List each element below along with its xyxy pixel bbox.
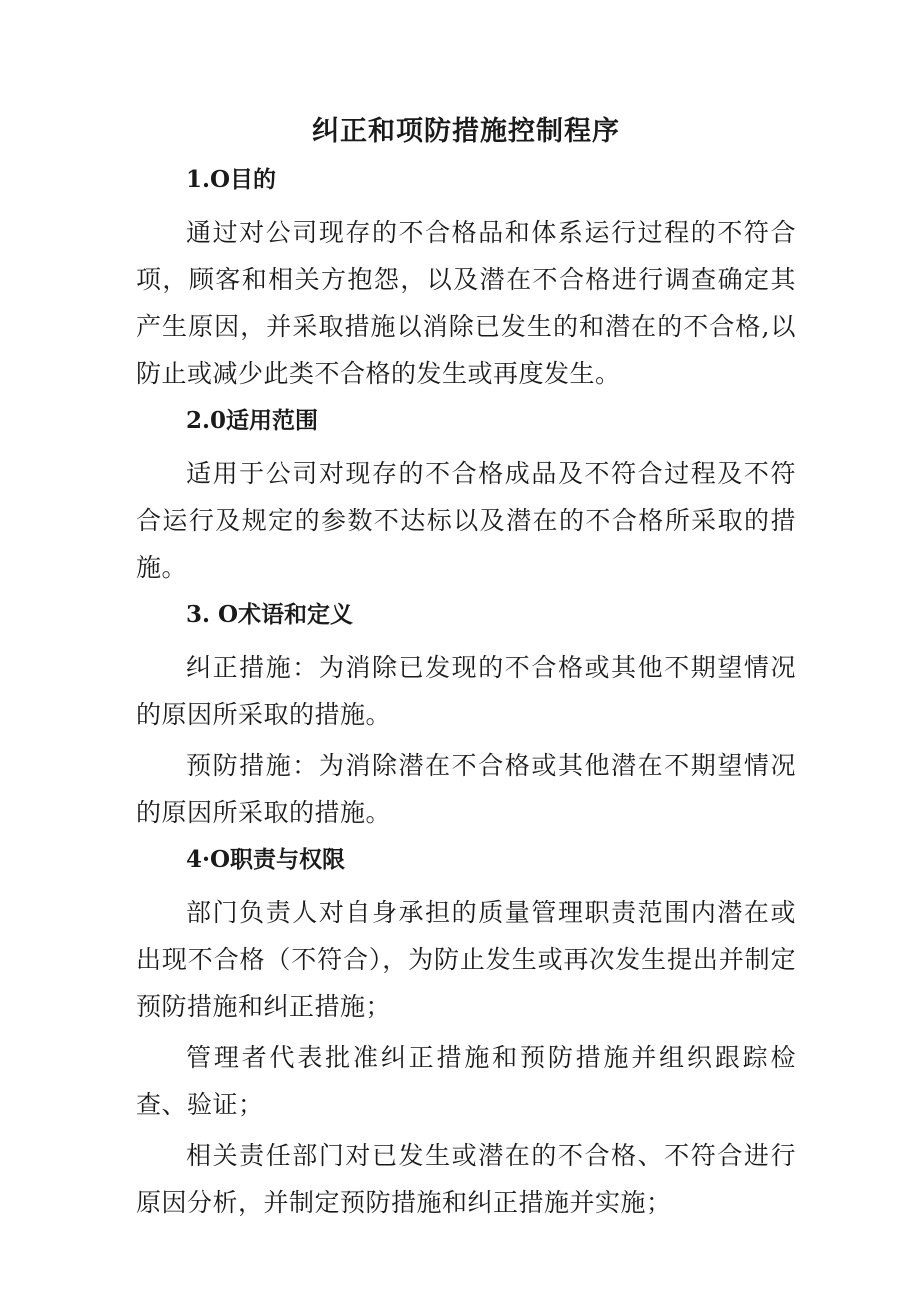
- section-terms: [136, 595, 796, 836]
- definition-corrective: 纠正措施：为消除已发现的不合格或其他不期望情况的原因所采取的措施。: [136, 653, 796, 729]
- responsibility-item: 相关责任部门对已发生或潜在的不合格、不符合进行原因分析，并制定预防措施和纠正措施并实施；: [136, 1141, 796, 1217]
- section-paragraph: 适用于公司对现存的不合格成品及不符合过程及不符合运行及规定的参数不达标以及潜在的不合格所采取的措施。: [136, 459, 796, 582]
- section-responsibilities: [136, 840, 796, 1226]
- document-title: 纠正和项防措施控制程序: [312, 116, 620, 147]
- section-heading: 4·O职责与权限: [186, 846, 346, 873]
- section-heading: 3. O术语和定义: [186, 601, 354, 628]
- section-heading: 1.O目的: [186, 166, 277, 193]
- document-page: [136, 112, 796, 1230]
- responsibility-item: 部门负责人对自身承担的质量管理职责范围内潜在或出现不合格（不符合），为防止发生或再次发生提出并制定预防措施和纠正措施；: [136, 898, 796, 1021]
- section-heading: 2.0适用范围: [186, 407, 319, 434]
- section-scope: [136, 401, 796, 591]
- section-purpose: [136, 160, 796, 397]
- section-paragraph: 通过对公司现存的不合格品和体系运行过程的不符合项，顾客和相关方抱怨，以及潜在不合格进行调查确定其产生原因，并采取措施以消除已发生的和潜在的不合格,以防止或减少此类不合格的发生或再度发生。: [136, 218, 796, 388]
- responsibility-item: 管理者代表批准纠正措施和预防措施并组织跟踪检查、验证；: [136, 1043, 796, 1119]
- definition-preventive: 预防措施：为消除潜在不合格或其他潜在不期望情况的原因所采取的措施。: [136, 751, 796, 827]
